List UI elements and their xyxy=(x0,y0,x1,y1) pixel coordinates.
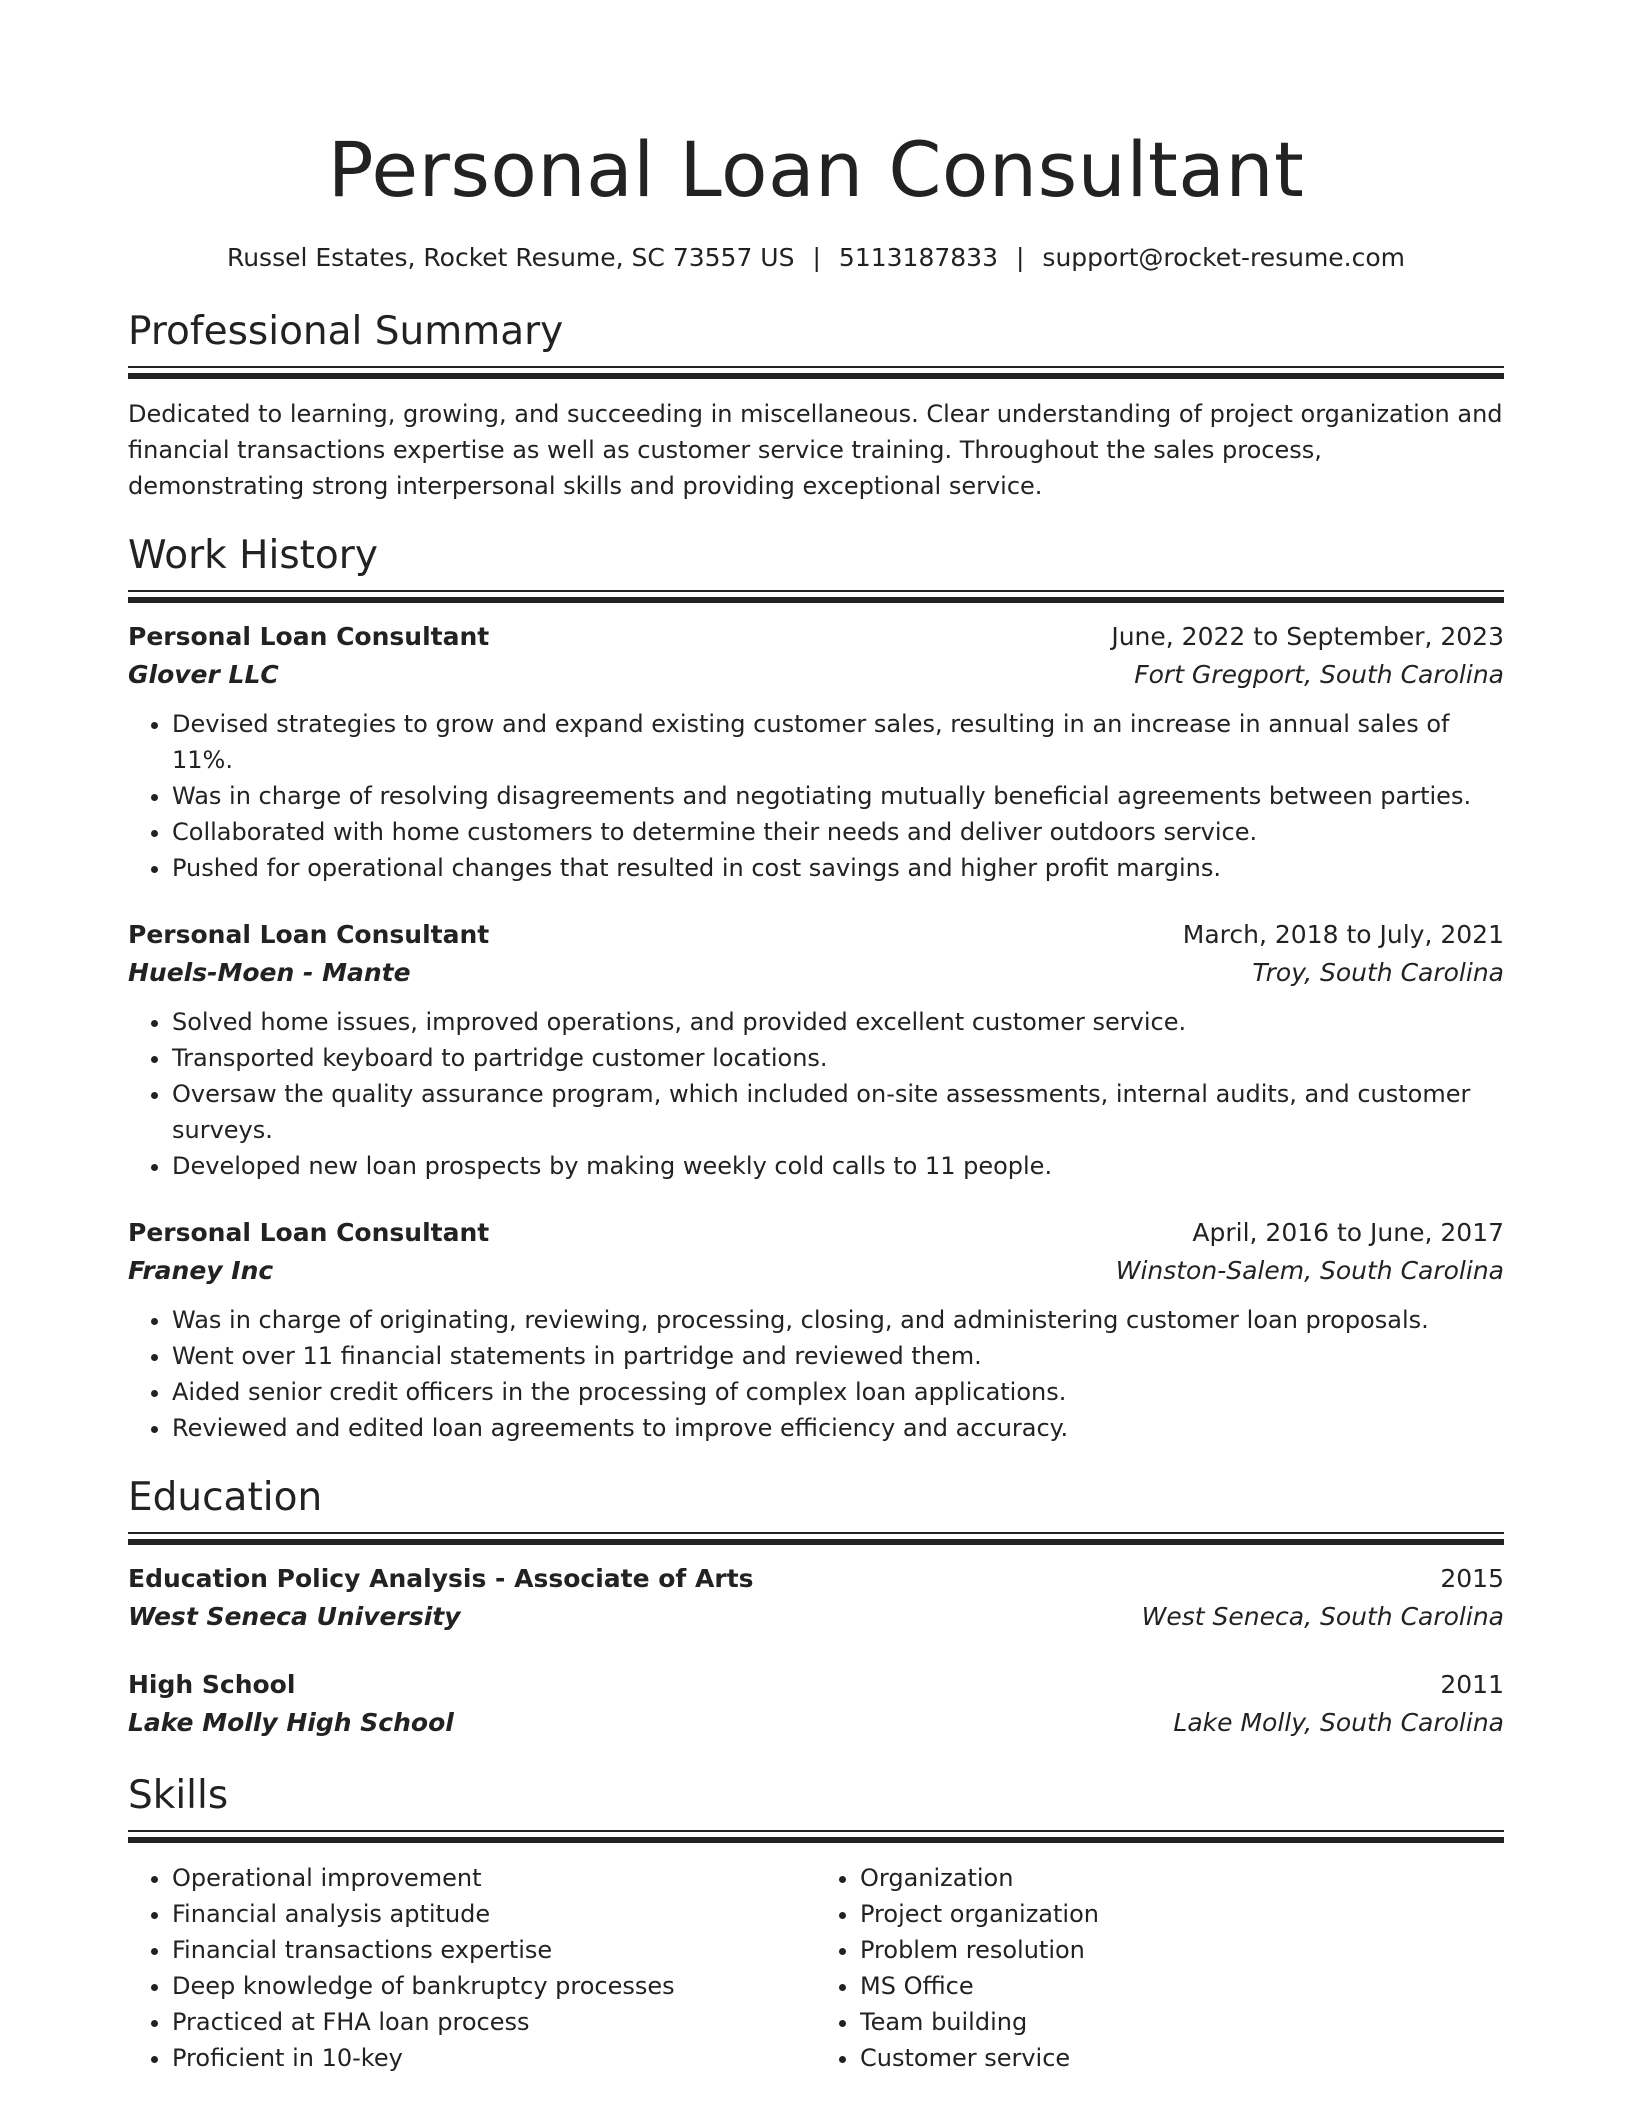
resume-name: Personal Loan Consultant xyxy=(327,125,1305,214)
list-item: • Went over 11 financial statements in partridge and reviewed them. xyxy=(172,1338,1504,1374)
job-bullets xyxy=(128,1302,1504,1446)
contact-phone: 5113187833 xyxy=(838,243,998,272)
list-item: • Practiced at FHA loan process xyxy=(172,2004,816,2040)
job-company: Glover LLC xyxy=(128,660,279,689)
list-item: • Developed new loan prospects by making weekly cold calls to 11 people. xyxy=(172,1148,1504,1184)
list-item: • Pushed for operational changes that resulted in cost savings and higher profit margins. xyxy=(172,850,1504,886)
education-section xyxy=(128,1474,1504,1742)
job-company-row xyxy=(128,1252,1504,1290)
job-dates: April, 2016 to June, 2017 xyxy=(1192,1218,1504,1247)
list-item: • Team building xyxy=(860,2004,1504,2040)
education-heading: Education xyxy=(128,1475,323,1520)
summary-section xyxy=(128,308,1504,504)
list-item: • Customer service xyxy=(860,2040,1504,2076)
job-title: Personal Loan Consultant xyxy=(128,622,490,651)
summary-text: Dedicated to learning, growing, and succeeding in miscellaneous. Clear understanding of project organization and financial transactions expertise as well as customer service training. Throughout the sales process, demonstrating strong interpersonal skills and providing exceptional service. xyxy=(128,400,1503,500)
list-item: • Solved home issues, improved operations, and provided excellent customer service. xyxy=(172,1004,1504,1040)
job-title: Personal Loan Consultant xyxy=(128,1218,490,1247)
job-company: Huels-Moen - Mante xyxy=(128,958,411,987)
section-divider xyxy=(128,590,1504,604)
education-school: West Seneca University xyxy=(128,1602,461,1631)
section-divider xyxy=(128,1532,1504,1546)
contact-separator: | xyxy=(1015,243,1025,272)
job-bullets xyxy=(128,1004,1504,1184)
education-school-row xyxy=(128,1704,1504,1742)
work-history-section xyxy=(128,532,1504,1446)
list-item: • Collaborated with home customers to determine their needs and deliver outdoors service. xyxy=(172,814,1504,850)
education-degree: High School xyxy=(128,1670,296,1699)
list-item: • Operational improvement xyxy=(172,1860,816,1896)
skills-section xyxy=(128,1772,1504,2076)
job-location: Troy, South Carolina xyxy=(1252,958,1504,987)
education-entry xyxy=(128,1560,1504,1636)
skills-heading: Skills xyxy=(128,1773,229,1818)
list-item: • Aided senior credit officers in the processing of complex loan applications. xyxy=(172,1374,1504,1410)
skills-list-left xyxy=(128,1860,816,2076)
job-company-row xyxy=(128,954,1504,992)
list-item: • Project organization xyxy=(860,1896,1504,1932)
list-item: • Organization xyxy=(860,1860,1504,1896)
list-item: • Problem resolution xyxy=(860,1932,1504,1968)
contact-line xyxy=(128,242,1504,274)
list-item: • Oversaw the quality assurance program, which included on-site assessments, internal audits, and customer surveys. xyxy=(172,1076,1504,1148)
list-item: • Proficient in 10-key xyxy=(172,2040,816,2076)
skills-list-right xyxy=(816,1860,1504,2076)
job-location: Winston-Salem, South Carolina xyxy=(1115,1256,1504,1285)
job-entry xyxy=(128,618,1504,886)
job-bullets xyxy=(128,706,1504,886)
list-item: • MS Office xyxy=(860,1968,1504,2004)
list-item: • Transported keyboard to partridge customer locations. xyxy=(172,1040,1504,1076)
list-item: • Devised strategies to grow and expand existing customer sales, resulting in an increase in annual sales of 11%. xyxy=(172,706,1504,778)
list-item: • Financial analysis aptitude xyxy=(172,1896,816,1932)
section-divider xyxy=(128,366,1504,380)
education-location: West Seneca, South Carolina xyxy=(1141,1602,1504,1631)
work-history-heading: Work History xyxy=(128,533,378,578)
job-location: Fort Gregport, South Carolina xyxy=(1134,660,1504,689)
job-entry xyxy=(128,916,1504,1184)
job-header-row xyxy=(128,1214,1504,1252)
education-school: Lake Molly High School xyxy=(128,1708,454,1737)
list-item: • Was in charge of resolving disagreements and negotiating mutually beneficial agreements between parties. xyxy=(172,778,1504,814)
job-company: Franey Inc xyxy=(128,1256,274,1285)
education-school-row xyxy=(128,1598,1504,1636)
education-entry xyxy=(128,1666,1504,1742)
education-header-row xyxy=(128,1560,1504,1598)
list-item: • Deep knowledge of bankruptcy processes xyxy=(172,1968,816,2004)
education-header-row xyxy=(128,1666,1504,1704)
list-item: • Financial transactions expertise xyxy=(172,1932,816,1968)
education-degree: Education Policy Analysis - Associate of Arts xyxy=(128,1564,754,1593)
contact-address: Russel Estates, Rocket Resume, SC 73557 US xyxy=(226,243,795,272)
contact-separator: | xyxy=(812,243,821,272)
list-item: • Was in charge of originating, reviewing, processing, closing, and administering customer loan proposals. xyxy=(172,1302,1504,1338)
summary-heading: Professional Summary xyxy=(128,309,564,354)
job-title: Personal Loan Consultant xyxy=(128,920,490,949)
contact-email: support@rocket-resume.com xyxy=(1042,243,1406,272)
job-header-row xyxy=(128,618,1504,656)
skills-columns xyxy=(128,1860,1504,2076)
section-divider xyxy=(128,1830,1504,1844)
education-year: 2011 xyxy=(1440,1670,1504,1699)
job-dates: March, 2018 to July, 2021 xyxy=(1182,920,1504,949)
job-dates: June, 2022 to September, 2023 xyxy=(1111,622,1504,651)
job-company-row xyxy=(128,656,1504,694)
job-header-row xyxy=(128,916,1504,954)
list-item: • Reviewed and edited loan agreements to improve efficiency and accuracy. xyxy=(172,1410,1504,1446)
education-year: 2015 xyxy=(1440,1564,1504,1593)
job-entry xyxy=(128,1214,1504,1446)
education-location: Lake Molly, South Carolina xyxy=(1173,1708,1504,1737)
